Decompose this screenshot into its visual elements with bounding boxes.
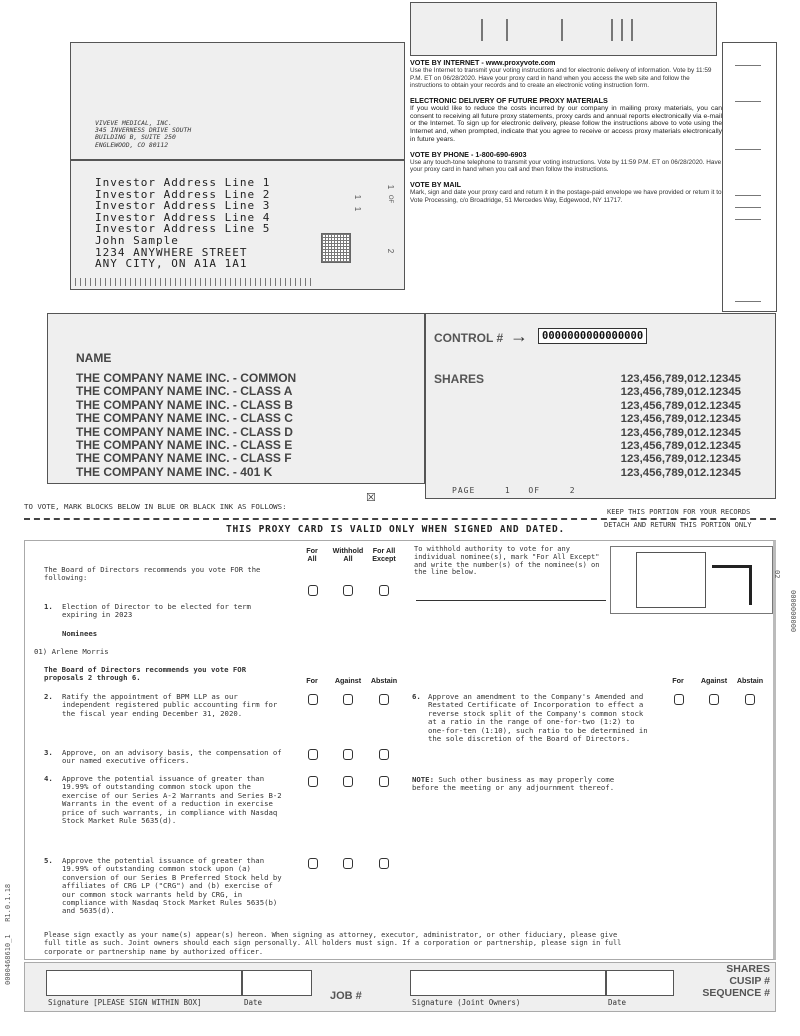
shares-cusip-sequence [702,963,770,999]
signature-label: Signature [PLEASE SIGN WITHIN BOX] [48,998,202,1007]
mail-title: VOTE BY MAIL [410,179,461,189]
item2-for-checkbox[interactable] [308,694,318,705]
item5-for-checkbox[interactable] [308,858,318,869]
share-value: 123,456,789,012.12345 [620,426,741,439]
col-for-right: For [672,676,684,685]
col-against-right: Against [700,676,728,685]
barcode-box [410,2,717,56]
right-code-b: 0000000000 [789,590,797,633]
item1-withhold-all-checkbox[interactable] [343,585,353,596]
share-value: 123,456,789,012.12345 [620,373,741,385]
item6-number: 6. [412,692,421,701]
shares-label: SHARES [434,372,485,386]
page-label: PAGE [452,486,476,495]
page-mark: 2 [386,248,395,254]
page-total: 2 [569,486,576,495]
control-label: CONTROL # [434,331,504,345]
sign-instructions: Please sign exactly as your name(s) appear(s) hereon. When signing as attorney, executor, administrator, or other fiduciary, please give full title as such. Joint owners should each sign personally. All holders must sign. If a corporation or partnership, please sign in full corporate or partnership name by authorized officer. [44,931,622,956]
col-withhold-all: Withhold All [332,546,364,563]
date2-label: Date [608,998,627,1007]
item1-for-all-except-checkbox[interactable] [379,585,389,596]
col-against: Against [334,676,362,685]
investor-line: ANY CITY, ON A1A 1A1 [95,257,248,271]
sender-city: ENGLEWOOD, CO 80112 [95,140,169,149]
delivery-text: If you would like to reduce the costs incurred by our company in mailing proxy materials, you can consent to receiving all future proxy statements, proxy cards and annual reports electronically via e-mail or the Internet. To sign up for electronic delivery, please follow the instructions above to vote using the Internet and, when prompted, indicate that you agree to receive or access proxy materials electronically in future years. [410,104,722,143]
return-address-panel [70,42,405,160]
name-label: NAME [76,351,112,365]
item4-text: Approve the potential issuance of greater than 19.99% of outstanding common stock upon the exercise of our Series A-2 Warrants and Series B-2 Warrants in the event of a reduction in exercise price of such warrants, in compliance with Nasdaq Stock Market Rule 5635(d). [62,774,282,826]
item1-number: 1. [44,602,53,611]
nominees-label: Nominees [62,629,98,638]
share-value: 123,456,789,012.12345 [620,413,741,426]
item4-against-checkbox[interactable] [343,776,353,787]
validity-notice: THIS PROXY CARD IS VALID ONLY WHEN SIGNED AND DATED. [226,524,566,535]
side-tab-panel [722,42,777,312]
investor-line: Investor Address Line 4 [95,210,271,224]
share-value: 123,456,789,012.12345 [620,466,741,479]
col-abstain: Abstain [370,676,398,685]
page-mark: OF [387,194,393,204]
company-name: THE COMPANY NAME INC. - COMMON [76,371,297,385]
right-code-a: 02 [773,570,781,579]
rec2-text: The Board of Directors recommends you vote FOR proposals 2 through 6. [44,665,247,683]
arrow-icon: → [510,326,528,346]
col-abstain-right: Abstain [736,676,764,685]
investor-address-lines [95,177,270,270]
note [412,776,642,793]
delivery-title: ELECTRONIC DELIVERY OF FUTURE PROXY MATERIALS [410,95,608,105]
item6-text: Approve an amendment to the Company's Amended and Restated Certificate of Incorporation to effect a reverse stock split of the Company's common stock at a ratio in the range of one-for-two (1:2) to one-for-ten (1:10), such ratio to be determined in the sole discretion of the Board of Directors. [428,692,648,744]
withhold-instructions: To withhold authority to vote for any individual nominee(s), mark "For All Except" and write the number(s) of the nominee(s) on the line below. [414,545,600,577]
date-box[interactable] [242,970,312,996]
investor-line: Investor Address Line 1 [95,176,271,189]
item2-text: Ratify the appointment of BPM LLP as our independent registered public accounting firm for the fiscal year ending December 31, 2020. [62,692,278,718]
sender-company: VIVEVE MEDICAL, INC. [95,119,172,127]
item6-abstain-checkbox[interactable] [745,694,755,705]
sender-building: BUILDING B, SUITE 250 [95,133,176,142]
company-name: THE COMPANY NAME INC. - 401 K [76,464,273,479]
note-label: NOTE: [412,775,434,784]
share-value: 123,456,789,012.12345 [620,399,741,412]
dashed-cut-line [24,518,776,520]
share-value: 123,456,789,012.12345 [620,453,741,466]
page-of: OF [528,486,541,495]
nominee-1: 01) Arlene Morris [34,647,109,656]
rec1-text: The Board of Directors recommends you vote FOR the following: [44,565,261,583]
keep-portion-label: KEEP THIS PORTION FOR YOUR RECORDS [607,508,751,516]
item2-number: 2. [44,692,53,701]
date2-box[interactable] [606,970,674,996]
item5-number: 5. [44,856,53,865]
col-for-all: For All [306,546,318,563]
investor-line: Investor Address Line 3 [95,199,271,213]
company-name: THE COMPANY NAME INC. - CLASS C [76,411,293,426]
company-name: THE COMPANY NAME INC. - CLASS F [76,451,292,466]
left-marks [353,191,363,215]
corner-mark [712,565,752,605]
cusip-label: CUSIP # [729,975,770,987]
investor-address-panel [70,160,405,290]
mark-example-icon: ☒ [366,492,376,504]
holdings-left-panel [47,313,425,484]
sequence-label: SEQUENCE # [702,987,770,999]
share-value: 123,456,789,012.12345 [620,440,741,453]
internet-text: Use the Internet to transmit your voting instructions and for electronic delivery of information. Vote by 11:59 P.M. ET on 06/28/2020. Have your proxy card in hand when you access the web site and follow the instructions to obtain your records and to create an electronic voting instruction form. [410,67,712,90]
left-mark: 1 [353,206,363,212]
col-for-all-except: For All Except [372,546,396,563]
company-list [76,372,296,479]
col-for: For [306,676,318,685]
item5-text: Approve the potential issuance of greater than 19.99% of outstanding common stock upon (a) conversion of our Series B Preferred Stock held by affiliates of CRG LP ("CRG") and (b) exercise of our common stock warrants held by CRG, in compliance with Nasdaq Stock Market Rules 5635(b) and 5635(d). [62,856,282,916]
item3-text: Approve, on an advisory basis, the compensation of our named executive officers. [62,748,282,766]
item6-against-checkbox[interactable] [709,694,719,705]
company-name: THE COMPANY NAME INC. - CLASS E [76,438,293,453]
sender-street: 345 INVERNESS DRIVE SOUTH [95,126,192,135]
note-text: Such other business as may properly come before the meeting or any adjournment thereof. [412,775,615,793]
item3-abstain-checkbox[interactable] [379,749,389,760]
date-label: Date [244,998,263,1007]
item1-for-all-checkbox[interactable] [308,585,318,596]
mail-text: Mark, sign and date your proxy card and return it in the postage-paid envelope we have provided or return it to Vote Processing, c/o Broadridge, 51 Mercedes Way, Edgewood, NY 11717. [410,188,722,204]
scan-box-inner [636,552,706,608]
shares-footer-label: SHARES [726,963,770,975]
datamatrix-code [321,233,351,263]
item3-against-checkbox[interactable] [343,749,353,760]
investor-line: 1234 ANYWHERE STREET [95,245,248,259]
item6-for-checkbox[interactable] [674,694,684,705]
share-values [621,373,741,480]
item4-abstain-checkbox[interactable] [379,776,389,787]
job-label: JOB # [330,990,362,1002]
voting-instructions [410,58,722,204]
left-code: 0000468610_1 R1.0.1.18 [4,883,12,985]
company-name: THE COMPANY NAME INC. - CLASS D [76,424,293,439]
item4-for-checkbox[interactable] [308,776,318,787]
mark-instruction: TO VOTE, MARK BLOCKS BELOW IN BLUE OR BLACK INK AS FOLLOWS: [24,502,287,511]
item3-number: 3. [44,748,53,757]
page-marks [383,181,397,257]
sender-address [95,120,191,149]
left-mark: 1 [353,194,363,200]
item2-against-checkbox[interactable] [343,694,353,705]
phone-text: Use any touch-tone telephone to transmit your voting instructions. Vote by 11:59 P.M. ET on 06/28/2020. Have your proxy card in hand when you call and then follow the instructions. [410,158,722,174]
phone-title: VOTE BY PHONE - 1-800-690-6903 [410,149,527,159]
company-name: THE COMPANY NAME INC. - CLASS B [76,397,293,412]
investor-line: Investor Address Line 2 [95,187,271,201]
investor-line: Investor Address Line 5 [95,222,271,236]
page-current: 1 [504,486,511,495]
signature-box[interactable] [46,970,242,996]
detach-portion-label: DETACH AND RETURN THIS PORTION ONLY [604,521,752,529]
nominee-write-in-line[interactable] [416,600,606,601]
page-indicator [452,486,576,495]
item4-number: 4. [44,774,53,783]
ruler-ticks [75,278,315,286]
joint-signature-box[interactable] [410,970,606,996]
internet-title: VOTE BY INTERNET - www.proxyvote.com [410,58,556,67]
item1-text: Election of Director to be elected for term expiring in 2023 [62,602,251,620]
item5-against-checkbox[interactable] [343,858,353,869]
share-value: 123,456,789,012.12345 [620,386,741,399]
item5-abstain-checkbox[interactable] [379,858,389,869]
joint-signature-label: Signature (Joint Owners) [412,998,521,1007]
item3-for-checkbox[interactable] [308,749,318,760]
item2-abstain-checkbox[interactable] [379,694,389,705]
investor-line: John Sample [95,233,179,247]
control-number: 0000000000000000 [538,328,647,344]
company-name: THE COMPANY NAME INC. - CLASS A [76,384,293,399]
holdings-right-panel [425,313,776,499]
page-mark: 1 [386,184,395,190]
